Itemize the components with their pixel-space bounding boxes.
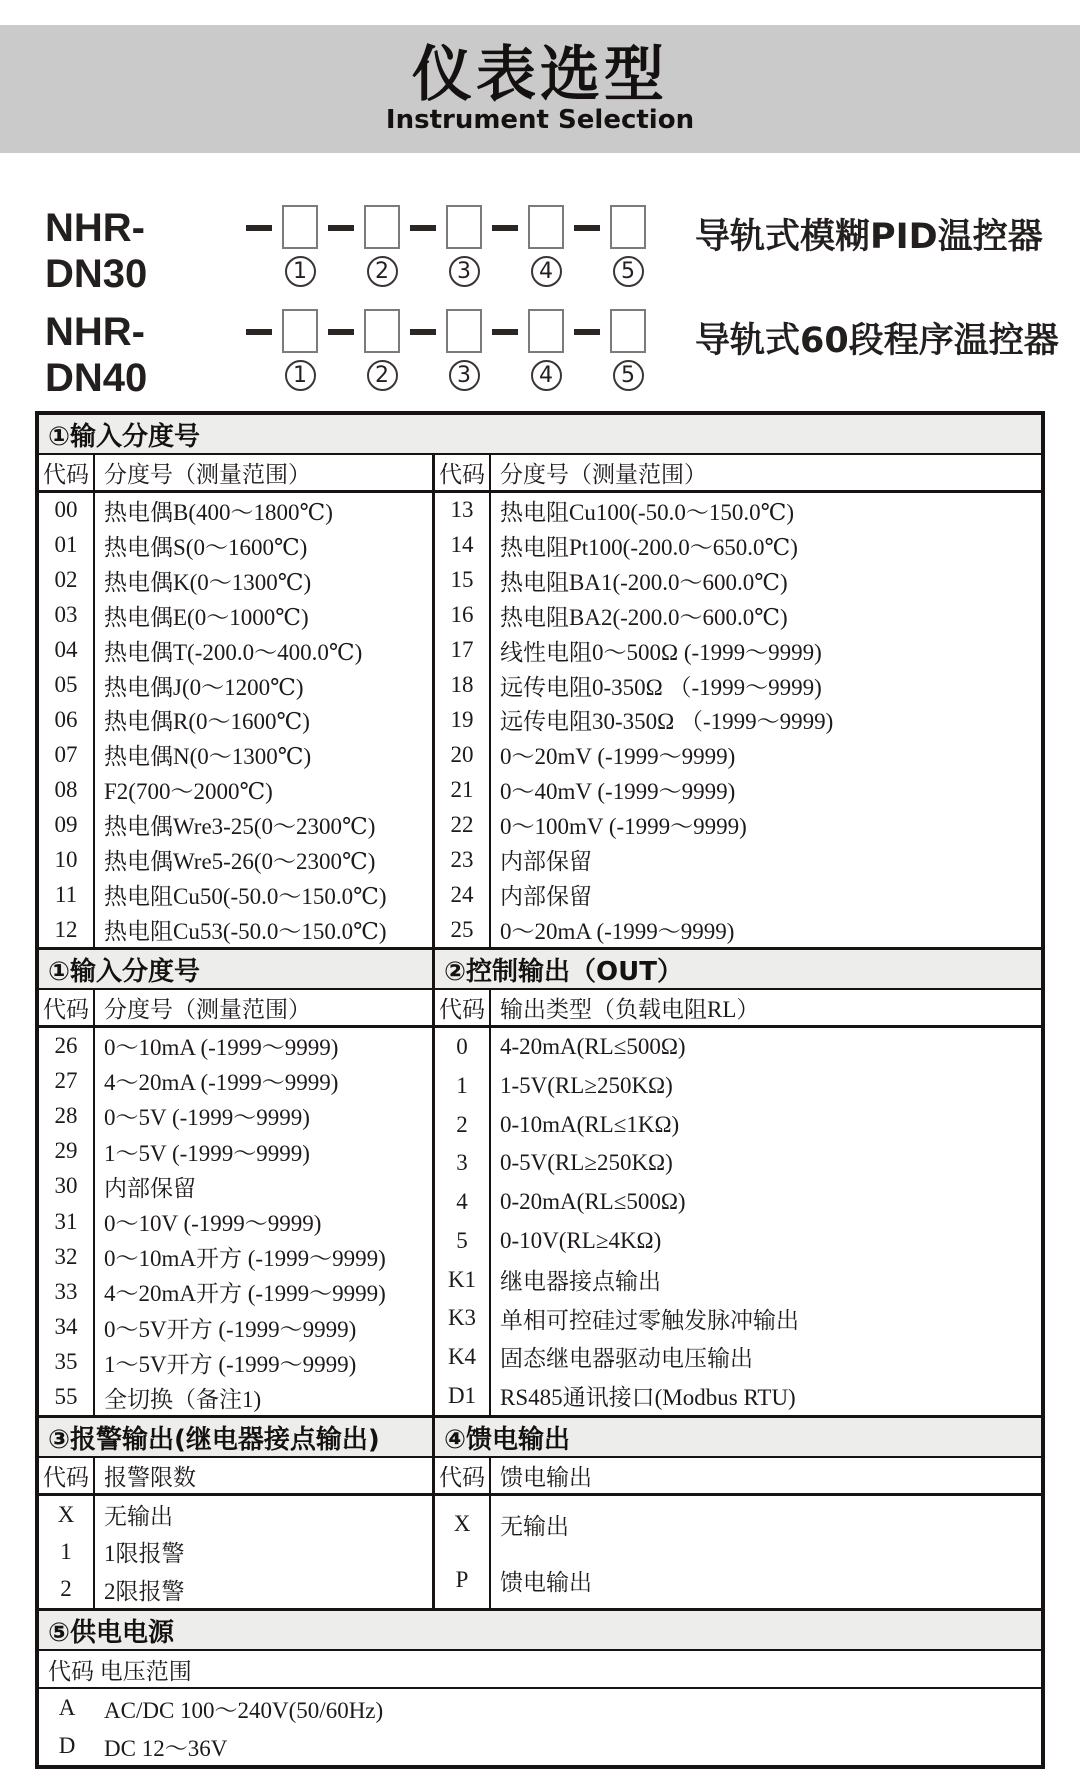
- label-cell: 热电偶Wre5-26(0～2300℃): [104, 849, 376, 875]
- table-row: [435, 1028, 1041, 1067]
- label-cell: 1限报警: [104, 1541, 185, 1567]
- input-codes-right: [432, 455, 1041, 947]
- table-row: [39, 1028, 432, 1063]
- position-number-circle: 1: [285, 360, 316, 391]
- order-code-segment: [237, 309, 319, 391]
- label-cell: 继电器接点输出: [500, 1269, 661, 1295]
- table-row: [39, 668, 432, 703]
- alarm-output: [39, 1418, 432, 1608]
- order-code-segment: [319, 309, 401, 391]
- position-number-circle: 2: [367, 256, 398, 287]
- label-cell: 全切换（备注1): [104, 1386, 262, 1412]
- column-header-code: 代码: [39, 990, 95, 1025]
- label-cell: DC 12～36V: [104, 1735, 228, 1761]
- table-row: [435, 737, 1041, 772]
- table-row: [435, 563, 1041, 598]
- code-cell: 16: [435, 598, 491, 633]
- section-title: ①输入分度号: [39, 950, 432, 990]
- table-row: [435, 1260, 1041, 1299]
- column-header-code: 代码: [39, 455, 95, 490]
- table-row: [39, 1098, 432, 1133]
- label-cell: 热电阻Cu50(-50.0～150.0℃): [104, 884, 387, 910]
- position-number-circle: 5: [613, 360, 644, 391]
- table-row: [39, 1689, 1041, 1727]
- table-row: [39, 1496, 432, 1533]
- label-cell: 4～20mA开方 (-1999～9999): [104, 1281, 386, 1307]
- label-cell: 1～5V (-1999～9999): [104, 1140, 310, 1166]
- order-code-segment: [483, 205, 565, 287]
- code-cell: 17: [435, 633, 491, 668]
- code-cell: 21: [435, 772, 491, 807]
- code-cell: X: [39, 1496, 95, 1533]
- code-cell: 08: [39, 772, 95, 807]
- label-cell: 远传电阻30-350Ω （-1999～9999): [500, 709, 834, 735]
- code-cell: 12: [39, 912, 95, 947]
- dash-separator: [492, 225, 518, 231]
- position-number-circle: 4: [531, 256, 562, 287]
- code-cell: 15: [435, 563, 491, 598]
- dash-separator: [574, 329, 600, 335]
- table-row: [435, 1299, 1041, 1338]
- section-input-division-2-control-output: [39, 947, 1041, 1415]
- section-title: ①输入分度号: [39, 415, 1041, 455]
- table-row: [39, 563, 432, 598]
- model-coding-diagram: [45, 205, 1080, 401]
- code-cell: 18: [435, 668, 491, 703]
- position-number-circle: 5: [613, 256, 644, 287]
- position-number-circle: 3: [449, 360, 480, 391]
- table-row: [39, 528, 432, 563]
- column-header-row: [39, 455, 432, 493]
- table-row: [435, 668, 1041, 703]
- column-header-row: [435, 1458, 1041, 1496]
- table-row: [435, 1376, 1041, 1415]
- label-cell: 热电阻BA1(-200.0～600.0℃): [500, 569, 788, 595]
- code-cell: 05: [39, 668, 95, 703]
- label-cell: AC/DC 100～240V(50/60Hz): [104, 1697, 384, 1723]
- table-row: [435, 1496, 1041, 1552]
- order-code-segment: [565, 205, 647, 287]
- code-cell: 31: [39, 1204, 95, 1239]
- label-cell: 单相可控硅过零触发脉冲输出: [500, 1307, 799, 1333]
- label-cell: 无输出: [500, 1513, 569, 1539]
- model-description: 导轨式60段程序温控器: [695, 321, 1059, 361]
- order-code-box: [528, 205, 564, 249]
- label-cell: 热电阻Pt100(-200.0～650.0℃): [500, 534, 798, 560]
- table-row: [39, 1571, 432, 1608]
- dash-separator: [574, 225, 600, 231]
- code-cell: K3: [435, 1299, 491, 1338]
- label-cell: 0～5V (-1999～9999): [104, 1105, 310, 1131]
- label-cell: 热电阻Cu53(-50.0～150.0℃): [104, 919, 387, 945]
- section-title: ⑤供电电源: [39, 1611, 1041, 1651]
- table-row: [39, 1239, 432, 1274]
- label-cell: 热电偶B(400～1800℃): [104, 499, 333, 525]
- label-cell: 4-20mA(RL≤500Ω): [500, 1034, 686, 1060]
- model-description: 导轨式模糊PID温控器: [695, 217, 1043, 257]
- label-cell: 1-5V(RL≥250KΩ): [500, 1073, 673, 1099]
- code-cell: 0: [435, 1028, 491, 1067]
- label-cell: 0～40mV (-1999～9999): [500, 779, 736, 805]
- table-row: [435, 772, 1041, 807]
- order-code-segment: [319, 205, 401, 287]
- code-cell: 3: [435, 1144, 491, 1183]
- code-cell: 35: [39, 1345, 95, 1380]
- label-cell: 0～5V开方 (-1999～9999): [104, 1316, 357, 1342]
- order-code-box: [364, 205, 400, 249]
- table-row: [39, 1274, 432, 1309]
- column-header-row: [39, 990, 432, 1028]
- selection-table: [35, 411, 1045, 1769]
- table-row: [435, 1105, 1041, 1144]
- code-cell: 34: [39, 1310, 95, 1345]
- label-cell: 内部保留: [104, 1175, 196, 1201]
- code-cell: 1: [39, 1533, 95, 1570]
- position-number-circle: 3: [449, 256, 480, 287]
- label-cell: 0-10mA(RL≤1KΩ): [500, 1111, 680, 1137]
- label-cell: 无输出: [104, 1504, 173, 1530]
- order-code-segment: [237, 205, 319, 287]
- label-cell: 热电偶J(0～1200℃): [104, 674, 304, 700]
- table-row: [39, 1380, 432, 1415]
- label-cell: 内部保留: [500, 884, 592, 910]
- code-cell: 06: [39, 703, 95, 738]
- table-row: [39, 807, 432, 842]
- table-row: [435, 1067, 1041, 1106]
- table-row: [39, 633, 432, 668]
- code-cell: 32: [39, 1239, 95, 1274]
- code-cell: 23: [435, 842, 491, 877]
- order-code-box: [528, 309, 564, 353]
- label-cell: 热电偶T(-200.0～400.0℃): [104, 639, 363, 665]
- code-cell: 14: [435, 528, 491, 563]
- code-cell: 4: [435, 1183, 491, 1222]
- table-row: [39, 1063, 432, 1098]
- table-row: [435, 703, 1041, 738]
- code-cell: D: [58, 1733, 76, 1758]
- code-cell: 09: [39, 807, 95, 842]
- order-code-box: [282, 309, 318, 353]
- order-code-segment: [565, 309, 647, 391]
- table-row: [39, 1345, 432, 1380]
- code-cell: 5: [435, 1222, 491, 1261]
- code-cell: 10: [39, 842, 95, 877]
- order-code-segment: [401, 309, 483, 391]
- label-cell: 0～20mA (-1999～9999): [500, 919, 735, 945]
- column-header-code: 代码: [435, 1458, 491, 1493]
- code-cell: 11: [39, 877, 95, 912]
- label-cell: 0～10mA (-1999～9999): [104, 1035, 339, 1061]
- table-row: [39, 493, 432, 528]
- dash-separator: [328, 225, 354, 231]
- order-code-box: [610, 205, 646, 249]
- label-cell: 热电偶S(0～1600℃): [104, 534, 308, 560]
- table-row: [435, 1338, 1041, 1377]
- order-code-box: [610, 309, 646, 353]
- input-codes-continued: [39, 950, 432, 1415]
- order-code-slots: [237, 205, 647, 287]
- code-cell: P: [435, 1552, 491, 1608]
- table-row: [39, 598, 432, 633]
- dash-separator: [492, 329, 518, 335]
- code-cell: 20: [435, 737, 491, 772]
- position-number-circle: 2: [367, 360, 398, 391]
- order-code-box: [446, 205, 482, 249]
- code-cell: 27: [39, 1063, 95, 1098]
- section-title: ②控制输出（OUT）: [435, 950, 1041, 990]
- code-cell: 19: [435, 703, 491, 738]
- column-header-label: 输出类型（负载电阻RL）: [500, 997, 760, 1022]
- label-cell: 2限报警: [104, 1578, 185, 1604]
- code-cell: 13: [435, 493, 491, 528]
- code-cell: 25: [435, 912, 491, 947]
- dash-separator: [410, 225, 436, 231]
- label-cell: 热电阻Cu100(-50.0～150.0℃): [500, 499, 795, 525]
- table-row: [435, 807, 1041, 842]
- order-code-segment: [483, 309, 565, 391]
- model-name: NHR-DN40: [45, 310, 148, 400]
- label-cell: 热电阻BA2(-200.0～600.0℃): [500, 604, 788, 630]
- table-row: [39, 1169, 432, 1204]
- table-row: [435, 1144, 1041, 1183]
- page-subtitle: Instrument Selection: [385, 104, 695, 135]
- label-cell: 0～20mV (-1999～9999): [500, 744, 736, 770]
- code-cell: 2: [39, 1571, 95, 1608]
- label-cell: 热电偶E(0～1000℃): [104, 604, 309, 630]
- label-cell: 线性电阻0～500Ω (-1999～9999): [500, 639, 822, 665]
- column-header-label: 分度号（测量范围）: [500, 462, 707, 487]
- input-codes-left: [39, 455, 432, 947]
- label-cell: F2(700～2000℃): [104, 779, 273, 805]
- dash-separator: [410, 329, 436, 335]
- order-code-slots: [237, 309, 647, 391]
- table-row: [39, 1533, 432, 1570]
- dash-separator: [328, 329, 354, 335]
- feed-output: [432, 1418, 1041, 1608]
- label-cell: 热电偶R(0～1600℃): [104, 709, 310, 735]
- code-cell: K4: [435, 1338, 491, 1377]
- code-cell: 1: [435, 1067, 491, 1106]
- table-row: [435, 842, 1041, 877]
- table-row: [39, 842, 432, 877]
- position-number-circle: 1: [285, 256, 316, 287]
- label-cell: 0～10V (-1999～9999): [104, 1211, 322, 1237]
- code-cell: 01: [39, 528, 95, 563]
- section-input-division-1: [39, 415, 1041, 947]
- control-output: [432, 950, 1041, 1415]
- table-row: [435, 1222, 1041, 1261]
- column-header-label: 分度号（测量范围）: [104, 997, 311, 1022]
- dash-separator: [246, 225, 272, 231]
- table-row: [39, 772, 432, 807]
- dash-separator: [246, 329, 272, 335]
- code-cell: 02: [39, 563, 95, 598]
- table-row: [39, 1204, 432, 1239]
- model-row-dn40: [45, 309, 1080, 401]
- table-row: [435, 493, 1041, 528]
- label-cell: 0～100mV (-1999～9999): [500, 814, 747, 840]
- section-title: ③报警输出(继电器接点输出): [39, 1418, 432, 1458]
- label-cell: 0-5V(RL≥250KΩ): [500, 1150, 673, 1176]
- table-row: [39, 737, 432, 772]
- order-code-box: [446, 309, 482, 353]
- label-cell: 内部保留: [500, 849, 592, 875]
- column-header-code: 代码: [39, 1458, 95, 1493]
- label-cell: 4～20mA (-1999～9999): [104, 1070, 339, 1096]
- position-number-circle: 4: [531, 360, 562, 391]
- section-power-supply: [39, 1608, 1041, 1765]
- model-row-dn30: [45, 205, 1080, 297]
- code-cell: K1: [435, 1260, 491, 1299]
- table-row: [39, 703, 432, 738]
- code-cell: 55: [39, 1380, 95, 1415]
- model-name: NHR-DN30: [45, 206, 148, 296]
- label-cell: 固态继电器驱动电压输出: [500, 1346, 753, 1372]
- column-header-label: 馈电输出: [500, 1465, 592, 1490]
- table-row: [435, 528, 1041, 563]
- order-code-box: [282, 205, 318, 249]
- table-row: [435, 1552, 1041, 1608]
- table-row: [435, 912, 1041, 947]
- code-cell: 30: [39, 1169, 95, 1204]
- column-header-label: 分度号（测量范围）: [104, 462, 311, 487]
- code-cell: A: [58, 1695, 76, 1720]
- page-title: 仪表选型: [412, 39, 668, 110]
- code-cell: 04: [39, 633, 95, 668]
- code-cell: 07: [39, 737, 95, 772]
- label-cell: 0-10V(RL≥4KΩ): [500, 1227, 662, 1253]
- code-cell: 2: [435, 1105, 491, 1144]
- label-cell: 热电偶Wre3-25(0～2300℃): [104, 814, 376, 840]
- code-cell: 33: [39, 1274, 95, 1309]
- column-header-code: 代码: [435, 455, 491, 490]
- column-header-row: [435, 990, 1041, 1028]
- code-cell: D1: [435, 1376, 491, 1415]
- label-cell: 远传电阻0-350Ω （-1999～9999): [500, 674, 822, 700]
- section-title: ④馈电输出: [435, 1418, 1041, 1458]
- table-row: [39, 1310, 432, 1345]
- code-cell: 03: [39, 598, 95, 633]
- code-cell: 28: [39, 1098, 95, 1133]
- label-cell: 馈电输出: [500, 1569, 592, 1595]
- table-row: [435, 598, 1041, 633]
- table-row: [39, 1134, 432, 1169]
- table-row: [435, 1183, 1041, 1222]
- label-cell: RS485通讯接口(Modbus RTU): [500, 1385, 796, 1411]
- label-cell: 0-20mA(RL≤500Ω): [500, 1189, 686, 1215]
- column-header-label: 报警限数: [104, 1465, 196, 1490]
- code-cell: 22: [435, 807, 491, 842]
- column-header-row: [39, 1458, 432, 1496]
- table-row: [39, 877, 432, 912]
- column-header-row: 代码 电压范围: [39, 1651, 1041, 1689]
- label-cell: 1～5V开方 (-1999～9999): [104, 1351, 357, 1377]
- label-cell: 热电偶K(0～1300℃): [104, 569, 312, 595]
- page-banner: [0, 25, 1080, 153]
- column-header-code: 代码: [435, 990, 491, 1025]
- code-cell: 26: [39, 1028, 95, 1063]
- order-code-segment: [401, 205, 483, 287]
- column-header-row: [435, 455, 1041, 493]
- table-row: [39, 912, 432, 947]
- section-alarm-feed-output: [39, 1415, 1041, 1608]
- order-code-box: [364, 309, 400, 353]
- code-cell: 00: [39, 493, 95, 528]
- code-cell: 24: [435, 877, 491, 912]
- label-cell: 热电偶N(0～1300℃): [104, 744, 312, 770]
- code-cell: 29: [39, 1134, 95, 1169]
- table-row: [39, 1727, 1041, 1765]
- code-cell: X: [435, 1496, 491, 1552]
- label-cell: 0～10mA开方 (-1999～9999): [104, 1246, 386, 1272]
- table-row: [435, 877, 1041, 912]
- table-row: [435, 633, 1041, 668]
